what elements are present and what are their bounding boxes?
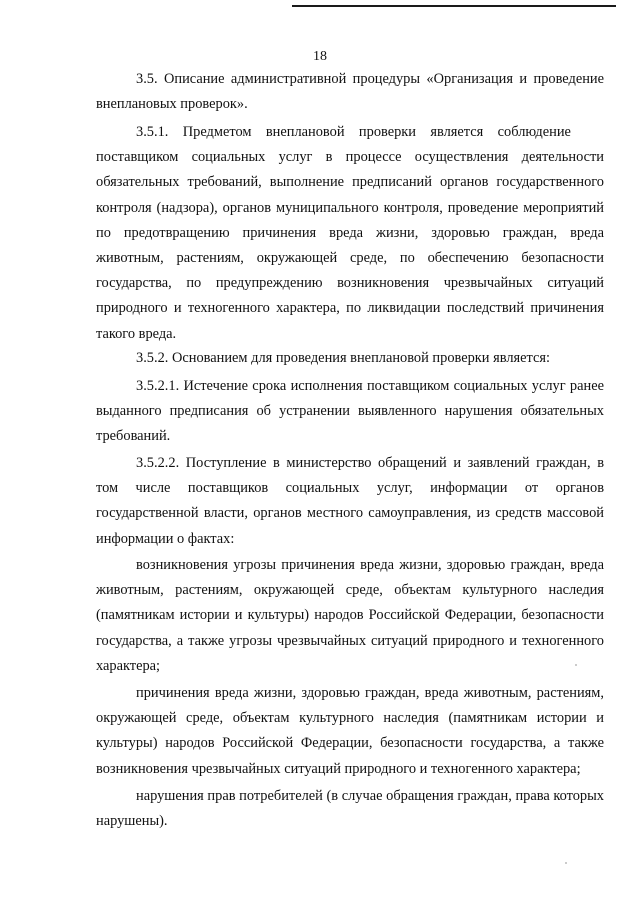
- list-item-harm: причинения вреда жизни, здоровью граждан, вреда животным, растениям, окружающей среде, объектам культурного наследия (памятникам истории и культуры) народов Российской Федерации, безопасности государства, а также возникновения чрезвычайных ситуаций природного и техногенного характера;: [96, 685, 604, 777]
- paragraph-3-5-1: 3.5.1. Предметом внеплановой проверки является соблюдение поставщиком социальных услуг в процессе осуществления деятельности обязательных требований, выполнение предписаний органов государственного контроля (надзора), органов муниципального контроля, проведение мероприятий по предотвращению причинения вреда жизни, здоровью граждан, вреда животным, растениям, окружающей среде, по обеспечению безопасности государства, по предупреждению возникновения чрезвычайных ситуаций природного и техногенного характера, по ликвидации последствий причинения такого вреда.: [96, 124, 604, 342]
- top-rule: [292, 5, 616, 7]
- page-number: 18: [313, 49, 327, 64]
- list-item-consumer-rights: нарушения прав потребителей (в случае обращения граждан, права которых нарушены).: [96, 788, 604, 830]
- paragraph-3-5-2-2: 3.5.2.2. Поступление в министерство обращений и заявлений граждан, в том числе поставщиков социальных услуг, информации от органов государственной власти, органов местного самоуправления, из средств массовой информации о фактах:: [96, 455, 604, 547]
- scan-speck: [575, 664, 577, 666]
- list-item-threat: возникновения угрозы причинения вреда жизни, здоровью граждан, вреда животным, растениям, окружающей среде, объектам культурного наследия (памятникам истории и культуры) народов Российской Федерации, безопасности государства, а также угрозы чрезвычайных ситуаций природного и техногенного характера;: [96, 557, 604, 674]
- scan-speck: [565, 862, 567, 864]
- paragraph-3-5-2-1: 3.5.2.1. Истечение срока исполнения поставщиком социальных услуг ранее выданного предписания об устранении выявленного нарушения обязательных требований.: [96, 378, 604, 445]
- paragraph-3-5-2: 3.5.2. Основанием для проведения внеплановой проверки является:: [136, 350, 550, 366]
- paragraph-3-5: 3.5. Описание административной процедуры «Организация и проведение внеплановых проверок».: [96, 71, 604, 113]
